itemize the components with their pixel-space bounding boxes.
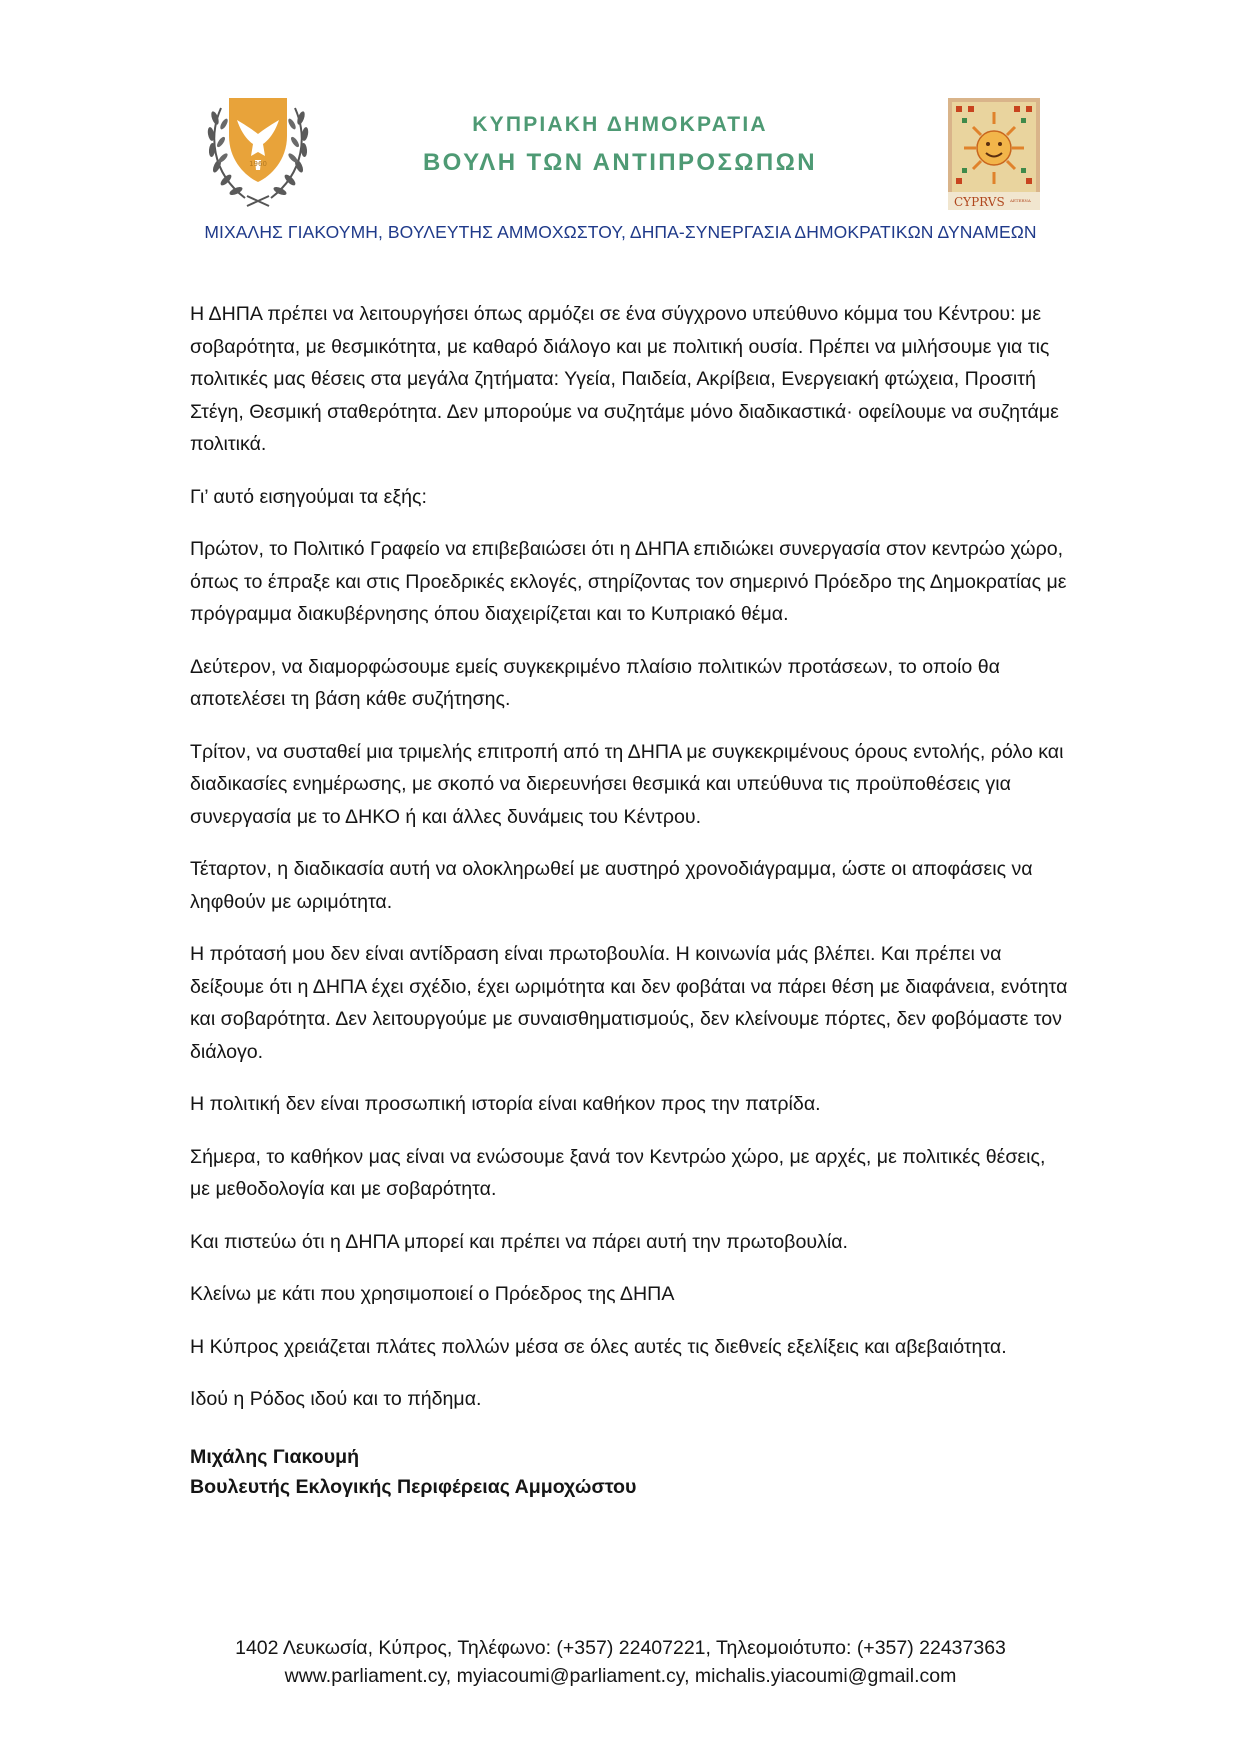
letterhead [0,90,1241,220]
paragraph: Πρώτον, το Πολιτικό Γραφείο να επιβεβαιώσει ότι η ΔΗΠΑ επιδιώκει συνεργασία στον κεντρώο χώρο, όπως το έπραξε και στις Προεδρικές εκλογές, στηρίζοντας τον σημερινό Πρόεδρο της Δημοκρατίας με πρόγραμμα διακυβέρνησης όπου διαχειρίζεται και το Κυπριακό θέμα. [190,538,1067,625]
coat-of-arms-emblem [203,90,313,210]
parliament-header [400,112,840,178]
letter-body [190,298,1070,1502]
footer [0,1634,1241,1690]
mp-identification-line: ΜΙΧΑΛΗΣ ΓΙΑΚΟΥΜΗ, ΒΟΥΛΕΥΤΗΣ ΑΜΜΟΧΩΣΤΟΥ, ΔΗΠΑ-ΣΥΝΕΡΓΑΣΙΑ ΔΗΜΟΚΡΑΤΙΚΩΝ ΔΥΝΑΜΕΩΝ [204,222,1037,242]
paragraph: Σήμερα, το καθήκον μας είναι να ενώσουμε ξανά τον Κεντρώο χώρο, με αρχές, με πολιτικές θέσεις, με μεθοδολογία και με σοβαρότητα. [190,1145,1046,1200]
paragraph: Ιδού η Ρόδος ιδού και το πήδημα. [190,1388,482,1410]
cyprus-sun-logo [948,98,1040,210]
footer-contact-line: www.parliament.cy, myiacoumi@parliament.cy, michalis.yiacoumi@gmail.com [284,1665,957,1687]
paragraph: Και πιστεύω ότι η ΔΗΠΑ μπορεί και πρέπει να πάρει αυτή την πρωτοβουλία. [190,1230,848,1253]
paragraph: Κλείνω με κάτι που χρησιμοποιεί ο Πρόεδρος της ΔΗΠΑ [190,1283,675,1305]
signature-name: Μιχάλης Γιακουμή [190,1445,360,1468]
paragraph: Η πολιτική δεν είναι προσωπική ιστορία είναι καθήκον προς την πατρίδα. [190,1093,821,1115]
signature-block [190,1442,1070,1502]
paragraph: Γι’ αυτό εισηγούμαι τα εξής: [190,485,427,508]
footer-address-line: 1402 Λευκωσία, Κύπρος, Τηλέφωνο: (+357) 22407221, Τηλεομοιότυπο: (+357) 22437363 [235,1637,1006,1659]
sun-face-icon [977,131,1011,165]
house-title: ΒΟΥΛΗ ΤΩΝ ΑΝΤΙΠΡΟΣΩΠΩΝ [422,149,818,176]
logo-text: CYPRVS [954,195,1005,209]
signature-title: Βουλευτής Εκλογικής Περιφέρειας Αμμοχώστου [190,1475,637,1498]
paragraph: Η πρότασή μου δεν είναι αντίδραση είναι πρωτοβουλία. Η κοινωνία μάς βλέπει. Και πρέπει να δείξουμε ότι η ΔΗΠΑ έχει σχέδιο, έχει ωριμότητα και δεν φοβάται να πάρει θέση με διαφάνεια, ενότητα και σοβαρότητα. Δεν λειτουργούμε με συναισθηματισμούς, δεν κλείνουμε πόρτες, δεν φοβόμαστε τον διάλογο. [190,943,1068,1063]
logo-small-text: AETERNA [1010,198,1031,203]
republic-title: ΚΥΠΡΙΑΚΗ ΔΗΜΟΚΡΑΤΙΑ [472,113,768,136]
paragraph: Τέταρτον, η διαδικασία αυτή να ολοκληρωθεί με αυστηρό χρονοδιάγραμμα, ώστε οι αποφάσεις να ληφθούν με ωριμότητα. [190,858,1033,913]
paragraph: Η Κύπρος χρειάζεται πλάτες πολλών μέσα σε όλες αυτές τις διεθνείς εξελίξεις και αβεβαιότητα. [190,1335,1007,1358]
paragraph: Τρίτον, να συσταθεί μια τριμελής επιτροπή από τη ΔΗΠΑ με συγκεκριμένους όρους εντολής, ρόλο και διαδικασίες ενημέρωσης, με σκοπό να διερευνήσει θεσμικά και υπεύθυνα τις προϋποθέσεις για συνεργασία με το ΔΗΚΟ ή και άλλες δυνάμεις του Κέντρου. [190,740,1064,828]
svg-text:1960: 1960 [249,160,267,168]
paragraph: Η ΔΗΠΑ πρέπει να λειτουργήσει όπως αρμόζει σε ένα σύγχρονο υπεύθυνο κόμμα του Κέντρου: με σοβαρότητα, με θεσμικότητα, με καθαρό διάλογο και με πολιτική ουσία. Πρέπει να μιλήσουμε για τις πολιτικές μας θέσεις στα μεγάλα ζητήματα: Υγεία, Παιδεία, Ακρίβεια, Ενεργειακή φτώχεια, Προσιτή Στέγη, Θεσμική σταθερότητα. Δεν μπορούμε να συζητάμε μόνο διαδικαστικά· οφείλουμε να συζητάμε πολιτικά. [190,303,1059,455]
paragraph: Δεύτερον, να διαμορφώσουμε εμείς συγκεκριμένο πλαίσιο πολιτικών προτάσεων, το οποίο θα αποτελέσει τη βάση κάθε συζήτησης. [190,655,1000,710]
